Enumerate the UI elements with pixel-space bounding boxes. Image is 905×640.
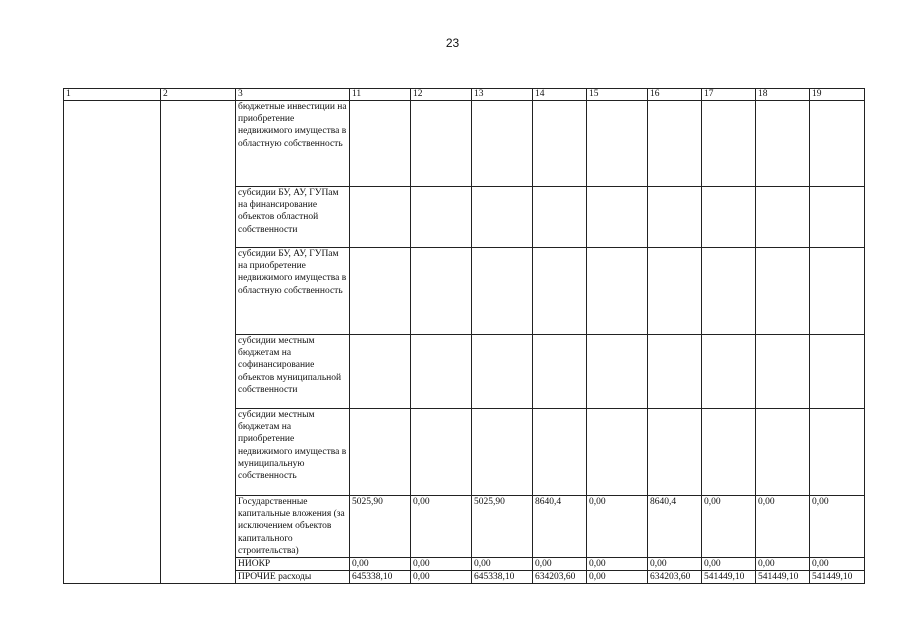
column-header: 18 — [756, 89, 810, 101]
value-cell — [472, 409, 533, 496]
value-cell — [810, 409, 865, 496]
column-header: 15 — [587, 89, 648, 101]
value-cell — [810, 248, 865, 335]
column-header: 3 — [236, 89, 350, 101]
value-cell: 541449,10 — [702, 571, 756, 584]
value-cell: 0,00 — [411, 558, 472, 571]
value-cell — [350, 335, 411, 409]
table-row — [64, 101, 865, 187]
row-label: НИОКР — [236, 558, 350, 571]
value-cell: 0,00 — [648, 558, 702, 571]
row-label: субсидии местным бюджетам на приобретение недвижимого имущества в муниципальную собственность — [236, 409, 350, 496]
value-cell — [702, 101, 756, 187]
value-cell — [702, 248, 756, 335]
value-cell — [472, 248, 533, 335]
value-cell: 645338,10 — [350, 571, 411, 584]
value-cell — [587, 335, 648, 409]
value-cell: 8640,4 — [533, 496, 587, 558]
value-cell: 0,00 — [472, 558, 533, 571]
value-cell — [350, 101, 411, 187]
value-cell: 5025,90 — [350, 496, 411, 558]
value-cell — [756, 248, 810, 335]
value-cell: 0,00 — [411, 571, 472, 584]
value-cell — [648, 187, 702, 248]
value-cell — [411, 409, 472, 496]
row-label: субсидии местным бюджетам на софинансирование объектов муниципальной собственности — [236, 335, 350, 409]
value-cell — [472, 101, 533, 187]
value-cell — [756, 409, 810, 496]
value-cell — [648, 335, 702, 409]
value-cell: 0,00 — [587, 558, 648, 571]
column-header: 11 — [350, 89, 411, 101]
header-row — [64, 89, 865, 101]
value-cell — [648, 409, 702, 496]
value-cell: 0,00 — [756, 496, 810, 558]
column-header: 14 — [533, 89, 587, 101]
row-label: ПРОЧИЕ расходы — [236, 571, 350, 584]
empty-cell — [64, 101, 161, 584]
value-cell — [411, 187, 472, 248]
value-cell: 8640,4 — [648, 496, 702, 558]
value-cell — [587, 187, 648, 248]
value-cell — [810, 187, 865, 248]
value-cell: 5025,90 — [472, 496, 533, 558]
value-cell: 634203,60 — [533, 571, 587, 584]
column-header: 1 — [64, 89, 161, 101]
value-cell — [533, 248, 587, 335]
value-cell — [756, 335, 810, 409]
value-cell — [533, 335, 587, 409]
value-cell — [648, 101, 702, 187]
value-cell — [756, 101, 810, 187]
value-cell: 0,00 — [587, 571, 648, 584]
value-cell: 0,00 — [702, 496, 756, 558]
column-header: 2 — [161, 89, 236, 101]
value-cell: 634203,60 — [648, 571, 702, 584]
budget-table — [63, 88, 865, 584]
value-cell: 0,00 — [702, 558, 756, 571]
value-cell — [411, 248, 472, 335]
value-cell — [810, 335, 865, 409]
value-cell — [411, 101, 472, 187]
value-cell — [533, 187, 587, 248]
value-cell: 0,00 — [810, 558, 865, 571]
value-cell — [350, 248, 411, 335]
value-cell — [587, 409, 648, 496]
row-label: бюджетные инвестиции на приобретение недвижимого имущества в областную собственность — [236, 101, 350, 187]
column-header: 16 — [648, 89, 702, 101]
value-cell: 0,00 — [756, 558, 810, 571]
value-cell: 0,00 — [533, 558, 587, 571]
page-number: 23 — [445, 36, 460, 50]
value-cell — [411, 335, 472, 409]
value-cell — [756, 187, 810, 248]
value-cell — [587, 101, 648, 187]
column-header: 19 — [810, 89, 865, 101]
column-header: 17 — [702, 89, 756, 101]
column-header: 13 — [472, 89, 533, 101]
value-cell: 0,00 — [587, 496, 648, 558]
value-cell — [472, 335, 533, 409]
value-cell: 0,00 — [810, 496, 865, 558]
value-cell — [472, 187, 533, 248]
value-cell: 0,00 — [411, 496, 472, 558]
value-cell: 541449,10 — [810, 571, 865, 584]
column-header: 12 — [411, 89, 472, 101]
value-cell: 645338,10 — [472, 571, 533, 584]
value-cell: 0,00 — [350, 558, 411, 571]
value-cell — [702, 187, 756, 248]
value-cell — [810, 101, 865, 187]
value-cell: 541449,10 — [756, 571, 810, 584]
value-cell — [350, 409, 411, 496]
row-label: Государственные капитальные вложения (за исключением объектов капитального строительства) — [236, 496, 350, 558]
empty-cell — [161, 101, 236, 584]
value-cell — [350, 187, 411, 248]
row-label: субсидии БУ, АУ, ГУПам на приобретение недвижимого имущества в областную собственность — [236, 248, 350, 335]
value-cell — [533, 409, 587, 496]
value-cell — [533, 101, 587, 187]
value-cell — [587, 248, 648, 335]
value-cell — [648, 248, 702, 335]
value-cell — [702, 409, 756, 496]
row-label: субсидии БУ, АУ, ГУПам на финансирование объектов областной собственности — [236, 187, 350, 248]
value-cell — [702, 335, 756, 409]
